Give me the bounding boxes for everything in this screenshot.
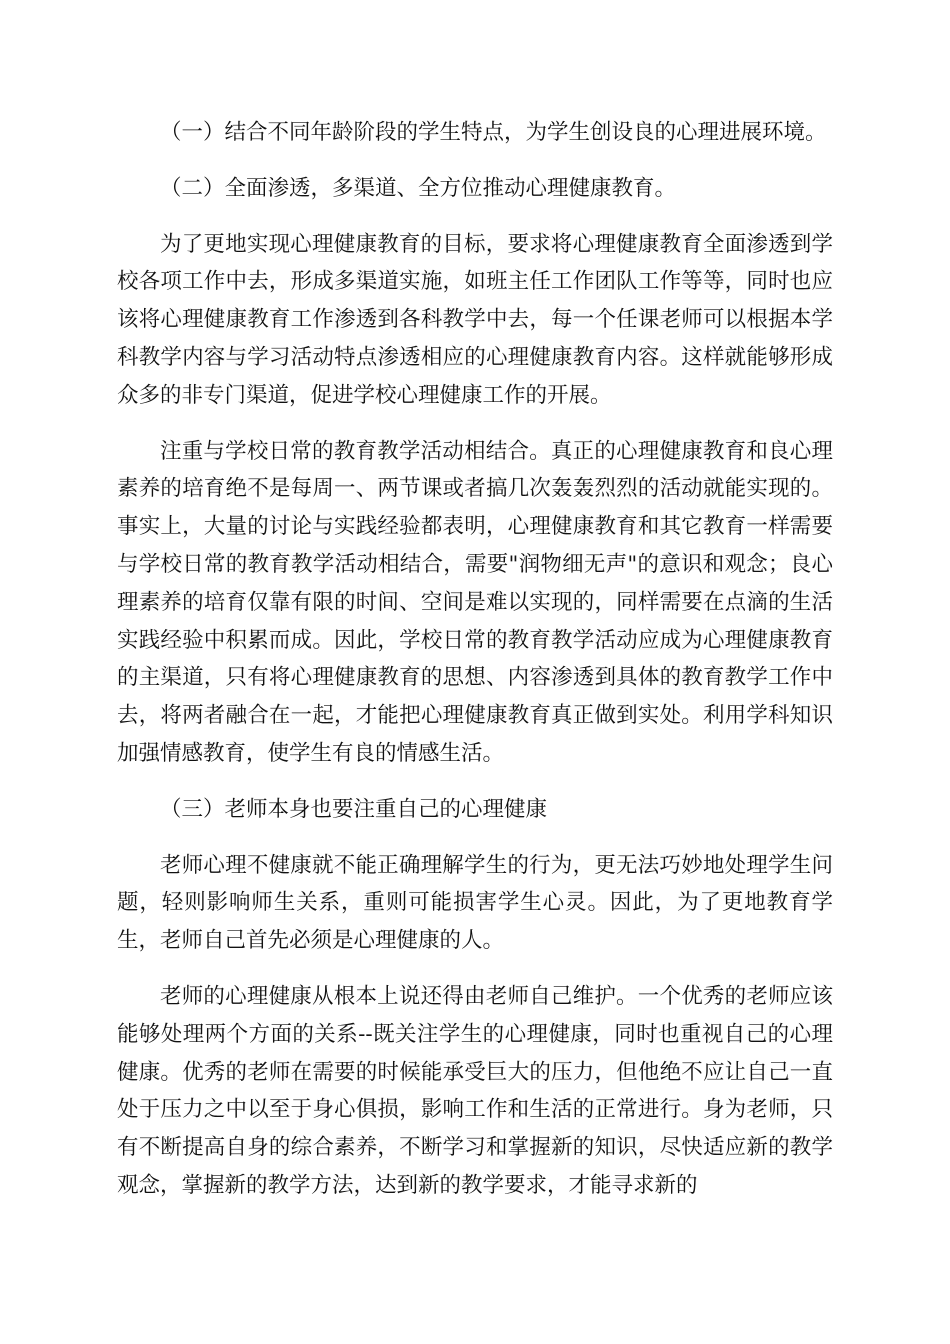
body-paragraph: 为了更地实现心理健康教育的目标，要求将心理健康教育全面渗透到学校各项工作中去，形成多渠道实施，如班主任工作团队工作等等，同时也应该将心理健康教育工作渗透到各科教学中去，每一个任课老师可以根据本学科教学内容与学习活动特点渗透相应的心理健康教育内容。这样就能够形成众多的非专门渠道，促进学校心理健康工作的开展。: [117, 231, 833, 408]
body-paragraph: 老师的心理健康从根本上说还得由老师自己维护。一个优秀的老师应该能够处理两个方面的关系--既关注学生的心理健康，同时也重视自己的心理健康。优秀的老师在需要的时候能承受巨大的压力，但他绝不应让自己一直处于压力之中以至于身心俱损，影响工作和生活的正常进行。身为老师，只有不断提高自身的综合素养，不断学习和掌握新的知识，尽快适应新的教学观念，掌握新的教学方法，达到新的教学要求，才能寻求新的: [117, 983, 833, 1198]
section-heading-three: （三）老师本身也要注重自己的心理健康: [160, 796, 548, 822]
section-heading-two: （二）全面渗透，多渠道、全方位推动心理健康教育。: [160, 175, 677, 201]
document-body: [117, 114, 833, 1223]
body-paragraph: 注重与学校日常的教育教学活动相结合。真正的心理健康教育和良心理素养的培育绝不是每周一、两节课或者搞几次轰轰烈烈的活动就能实现的。事实上，大量的讨论与实践经验都表明，心理健康教育和其它教育一样需要与学校日常的教育教学活动相结合，需要"润物细无声"的意识和观念；良心理素养的培育仅靠有限的时间、空间是难以实现的，同样需要在点滴的生活实践经验中积累而成。因此，学校日常的教育教学活动应成为心理健康教育的主渠道，只有将心理健康教育的思想、内容渗透到具体的教育教学工作中去，将两者融合在一起，才能把心理健康教育真正做到实处。利用学科知识加强情感教育，使学生有良的情感生活。: [117, 438, 833, 766]
body-paragraph: 老师心理不健康就不能正确理解学生的行为，更无法巧妙地处理学生问题，轻则影响师生关系，重则可能损害学生心灵。因此，为了更地教育学生，老师自己首先必须是心理健康的人。: [117, 852, 833, 954]
section-heading-one: （一）结合不同年龄阶段的学生特点，为学生创设良的心理进展环境。: [160, 120, 827, 145]
